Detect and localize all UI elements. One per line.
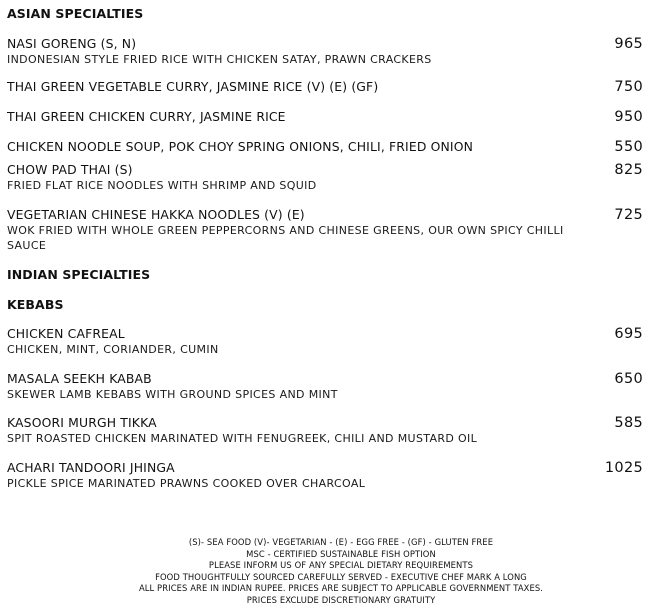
item-price: 950 <box>614 109 643 125</box>
menu-item-achari-tandoori-jhinga <box>7 460 643 491</box>
dietary-requirements-note: PLEASE INFORM US OF ANY SPECIAL DIETARY REQUIREMENTS <box>208 560 474 571</box>
item-price: 825 <box>614 162 643 178</box>
item-price: 750 <box>614 79 643 95</box>
item-name: CHICKEN CAFREAL <box>7 326 125 341</box>
menu-item-nasi-goreng <box>7 36 643 67</box>
menu-item-masala-seekh-kabab <box>7 371 643 402</box>
item-name: MASALA SEEKH KABAB <box>7 371 152 386</box>
chef-note: FOOD THOUGHTFULLY SOURCED CAREFULLY SERVED - EXECUTIVE CHEF MARK A LONG <box>155 571 527 582</box>
menu-item-chicken-cafreal <box>7 326 643 357</box>
menu-item-kasoori-murgh-tikka <box>7 415 643 446</box>
item-price: 585 <box>614 415 643 431</box>
menu-footer-notes <box>0 537 650 607</box>
gratuity-note: PRICES EXCLUDE DISCRETIONARY GRATUITY <box>246 594 436 605</box>
item-description: PICKLE SPICE MARINATED PRAWNS COOKED OVER CHARCOAL <box>7 477 366 490</box>
item-name: ACHARI TANDOORI JHINGA <box>7 460 175 475</box>
item-price: 650 <box>614 371 643 387</box>
item-price: 725 <box>614 207 643 223</box>
menu-item-vegetarian-chinese-hakka-noodles <box>7 207 643 253</box>
item-name: CHOW PAD THAI (S) <box>7 162 133 177</box>
item-description: SPIT ROASTED CHICKEN MARINATED WITH FENUGREEK, CHILI AND MUSTARD OIL <box>7 432 478 445</box>
item-price: 1025 <box>604 460 643 476</box>
menu-item-thai-green-chicken-curry <box>7 109 643 125</box>
section-heading-kebabs: KEBABS <box>7 297 64 312</box>
item-price: 550 <box>614 139 643 155</box>
item-description: INDONESIAN STYLE FRIED RICE WITH CHICKEN SATAY, PRAWN CRACKERS <box>7 53 432 66</box>
menu-item-chicken-noodle-soup <box>7 139 643 155</box>
item-price: 695 <box>614 326 643 342</box>
item-name: THAI GREEN VEGETABLE CURRY, JASMINE RICE (V) (E) (GF) <box>7 79 379 94</box>
item-name: VEGETARIAN CHINESE HAKKA NOODLES (V) (E) <box>7 207 305 222</box>
item-description: FRIED FLAT RICE NOODLES WITH SHRIMP AND SQUID <box>7 179 317 192</box>
item-description: CHICKEN, MINT, CORIANDER, CUMIN <box>7 343 219 356</box>
section-heading-asian-specialties: ASIAN SPECIALTIES <box>7 6 144 21</box>
menu-item-chow-pad-thai <box>7 162 643 193</box>
item-name: THAI GREEN CHICKEN CURRY, JASMINE RICE <box>7 109 286 124</box>
msc-note: MSC - CERTIFIED SUSTAINABLE FISH OPTION <box>246 548 436 559</box>
item-price: 965 <box>614 36 643 52</box>
item-description: SKEWER LAMB KEBABS WITH GROUND SPICES AND MINT <box>7 388 338 401</box>
section-heading-indian-specialties: INDIAN SPECIALTIES <box>7 267 151 282</box>
menu-item-thai-green-vegetable-curry <box>7 79 643 95</box>
currency-tax-note: ALL PRICES ARE IN INDIAN RUPEE. PRICES ARE SUBJECT TO APPLICABLE GOVERNMENT TAXES. <box>138 583 544 594</box>
dietary-legend: (S)- SEA FOOD (V)- VEGETARIAN - (E) - EGG FREE - (GF) - GLUTEN FREE <box>188 537 494 547</box>
item-name: CHICKEN NOODLE SOUP, POK CHOY SPRING ONIONS, CHILI, FRIED ONION <box>7 139 474 154</box>
item-name: NASI GORENG (S, N) <box>7 36 137 51</box>
item-description: WOK FRIED WITH WHOLE GREEN PEPPERCORNS AND CHINESE GREENS, OUR OWN SPICY CHILLI SAUCE <box>7 224 564 252</box>
item-name: KASOORI MURGH TIKKA <box>7 415 157 430</box>
